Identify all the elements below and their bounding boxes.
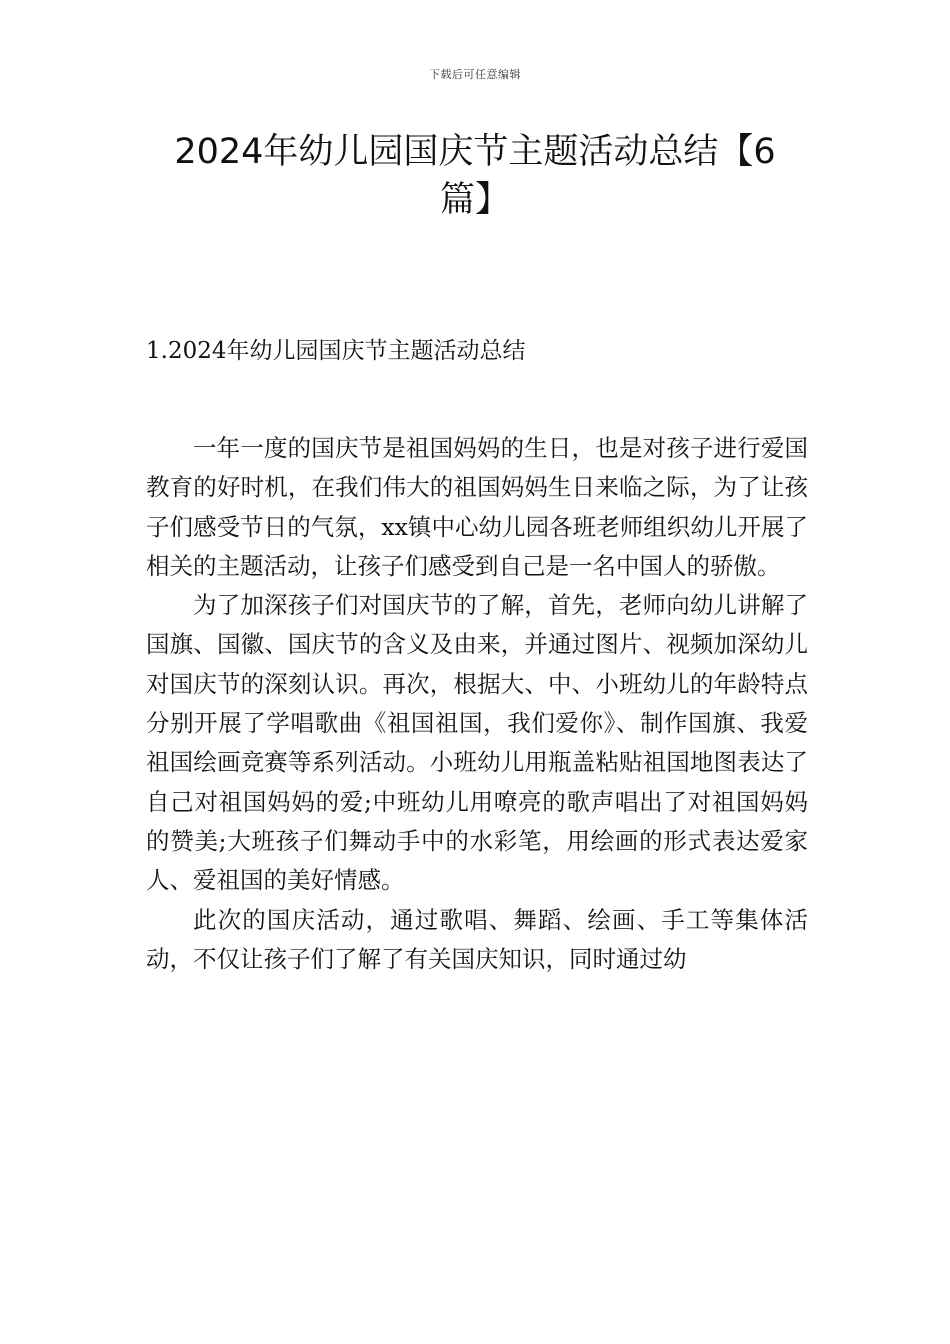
paragraph: 此次的国庆活动，通过歌唱、舞蹈、绘画、手工等集体活动，不仅让孩子们了解了有关国庆知识，同时通过幼 [146,905,808,973]
document-title: 2024年幼儿园国庆节主题活动总结【6篇】 [174,132,776,220]
body-text [146,429,808,979]
section-heading: 1.2024年幼儿园国庆节主题活动总结 [146,338,526,364]
header-note: 下载后可任意编辑 [429,68,521,81]
paragraph: 一年一度的国庆节是祖国妈妈的生日，也是对孩子进行爱国教育的好时机，在我们伟大的祖国妈妈生日来临之际，为了让孩子们感受节日的气氛，xx镇中心幼儿园各班老师组织幼儿开展了相关的主题活动，让孩子们感受到自己是一名中国人的骄傲。 [146,434,808,580]
paragraph: 为了加深孩子们对国庆节的了解，首先，老师向幼儿讲解了国旗、国徽、国庆节的含义及由来，并通过图片、视频加深幼儿对国庆节的深刻认识。再次，根据大、中、小班幼儿的年龄特点分别开展了学唱歌曲《祖国祖国，我们爱你》、制作国旗、我爱祖国绘画竞赛等系列活动。小班幼儿用瓶盖粘贴祖国地图表达了自己对祖国妈妈的爱;中班幼儿用嘹亮的歌声唱出了对祖国妈妈的赞美;大班孩子们舞动手中的水彩笔，用绘画的形式表达爱家人、爱祖国的美好情感。 [146,591,808,895]
